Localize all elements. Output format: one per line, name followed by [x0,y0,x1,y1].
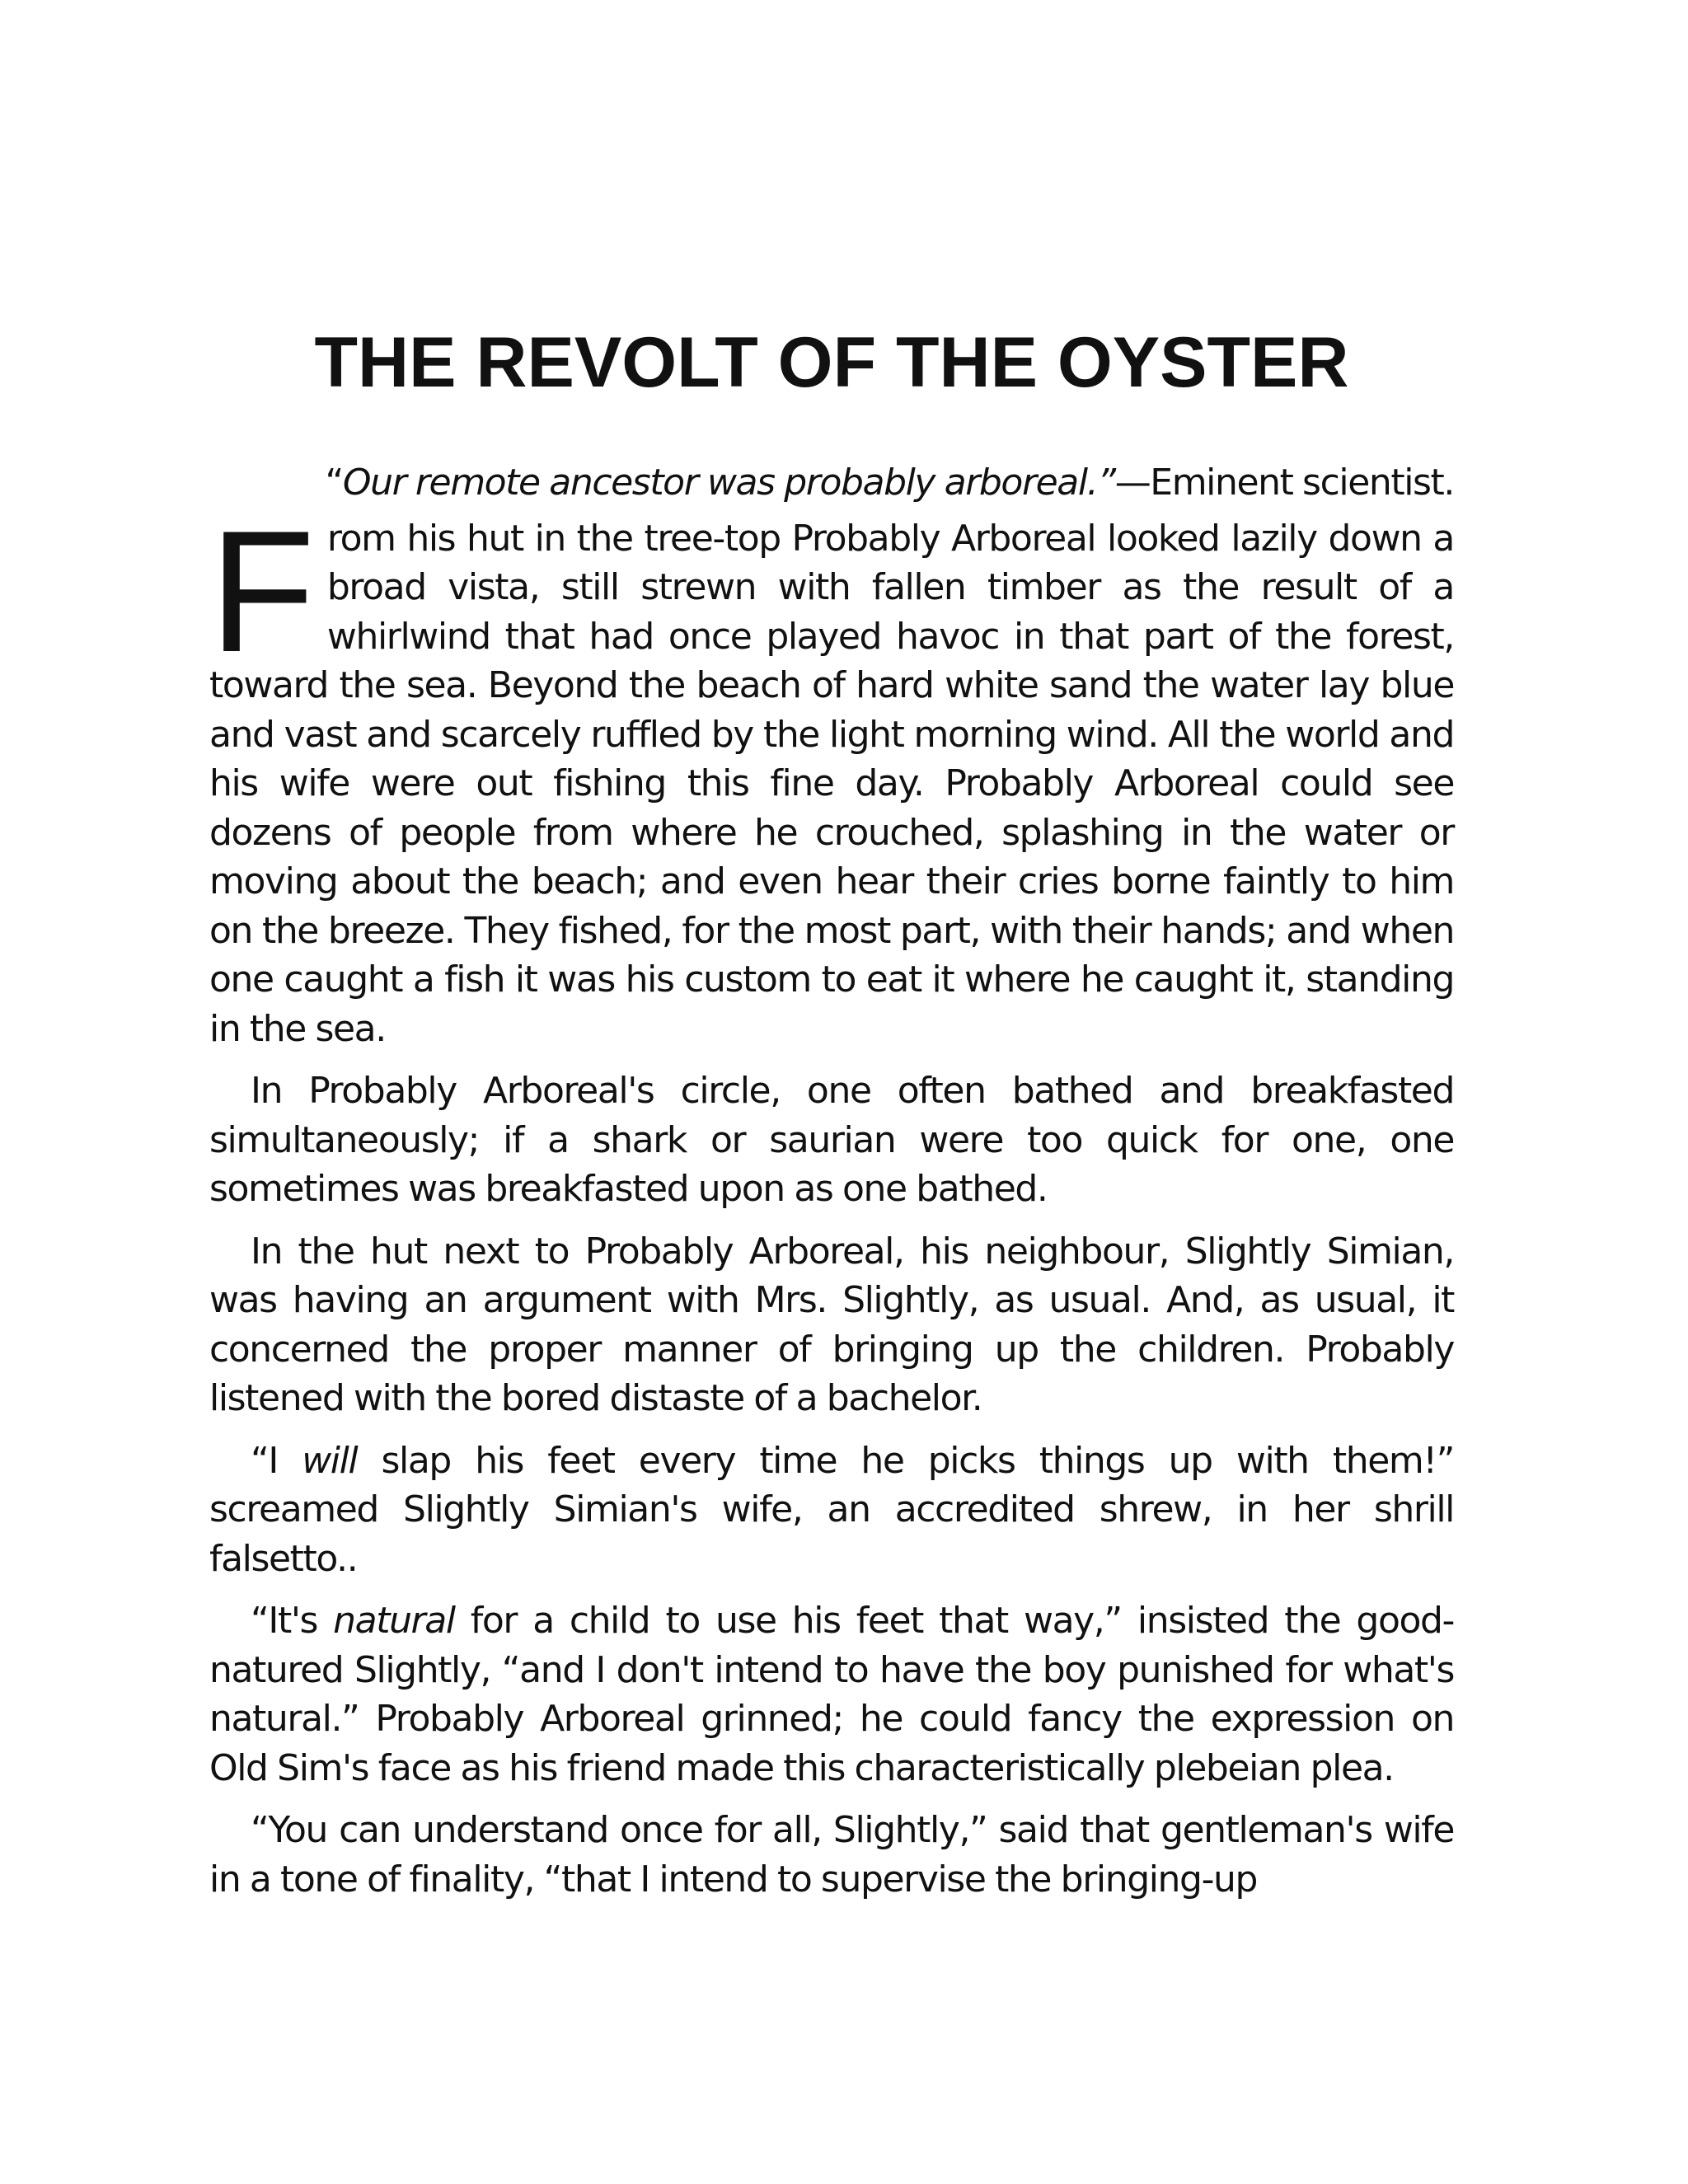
paragraph-4 [209,1436,1454,1584]
paragraph-4-before: “I [251,1439,302,1482]
paragraph-4-emphasis: will [302,1439,358,1482]
paragraph-1 [209,494,1454,1054]
paragraph-5 [209,1596,1454,1793]
chapter-body [209,458,1454,1917]
paragraph-3: In the hut next to Probably Arboreal, his neighbour, Slightly Simian, was having an argument with Mrs. Slightly, as usual. And, as usual, it concerned the proper manner of bringing up the children. Probably listened with the bored distaste of a bachelor. [209,1230,1454,1419]
paragraph-6: “You can understand once for all, Slightly,” said that gentleman's wife in a tone of finality, “that I intend to supervise the bringing-up [209,1809,1454,1900]
epigraph-attribution: —Eminent scientist. [1114,462,1454,504]
epigraph [209,458,1454,508]
paragraph-5-before: “It's [251,1600,334,1642]
epigraph-quote: Our remote ancestor was probably arboreal.” [342,462,1115,504]
chapter-title: THE REVOLT OF THE OYSTER [314,323,1349,402]
paragraph-5-emphasis: natural [333,1600,455,1642]
paragraph-2: In Probably Arboreal's circle, one often bathed and breakfasted simultaneously; if a shark or saurian were too quick for one, one sometimes was breakfasted upon as one bathed. [209,1070,1454,1210]
paragraph-5-after: for a child to use his feet that way,” insisted the good-natured Slightly, “and I don't intend to have the boy punished for what's natural.” Probably Arboreal grinned; he could fancy the expression on Old Sim's face as his friend made this characteristically plebeian plea. [209,1600,1454,1789]
paragraph-4-after: slap his feet every time he picks things up with them!” screamed Slightly Simian's wife, an accredited shrew, in her shrill falsetto.. [209,1439,1455,1580]
epigraph-open-quote: “ [325,462,343,504]
paragraph-1-text: rom his hut in the tree-top Probably Arboreal looked lazily down a broad vista, still strewn with fallen timber as the result of a whirlwind that had once played havoc in that part of the forest, toward the sea. Beyond the beach of hard white sand the water lay blue and vast and scarcely ruffled by the light morning wind. All the world and his wife were out fishing this fine day. Probably Arboreal could see dozens of people from where he crouched, splashing in the water or moving about the beach; and even hear their cries borne faintly to him on the breeze. They fished, for the most part, with their hands; and when one caught a fish it was his custom to eat it where he caught it, standing in the sea. [209,517,1454,1050]
drop-cap: F [209,494,314,688]
